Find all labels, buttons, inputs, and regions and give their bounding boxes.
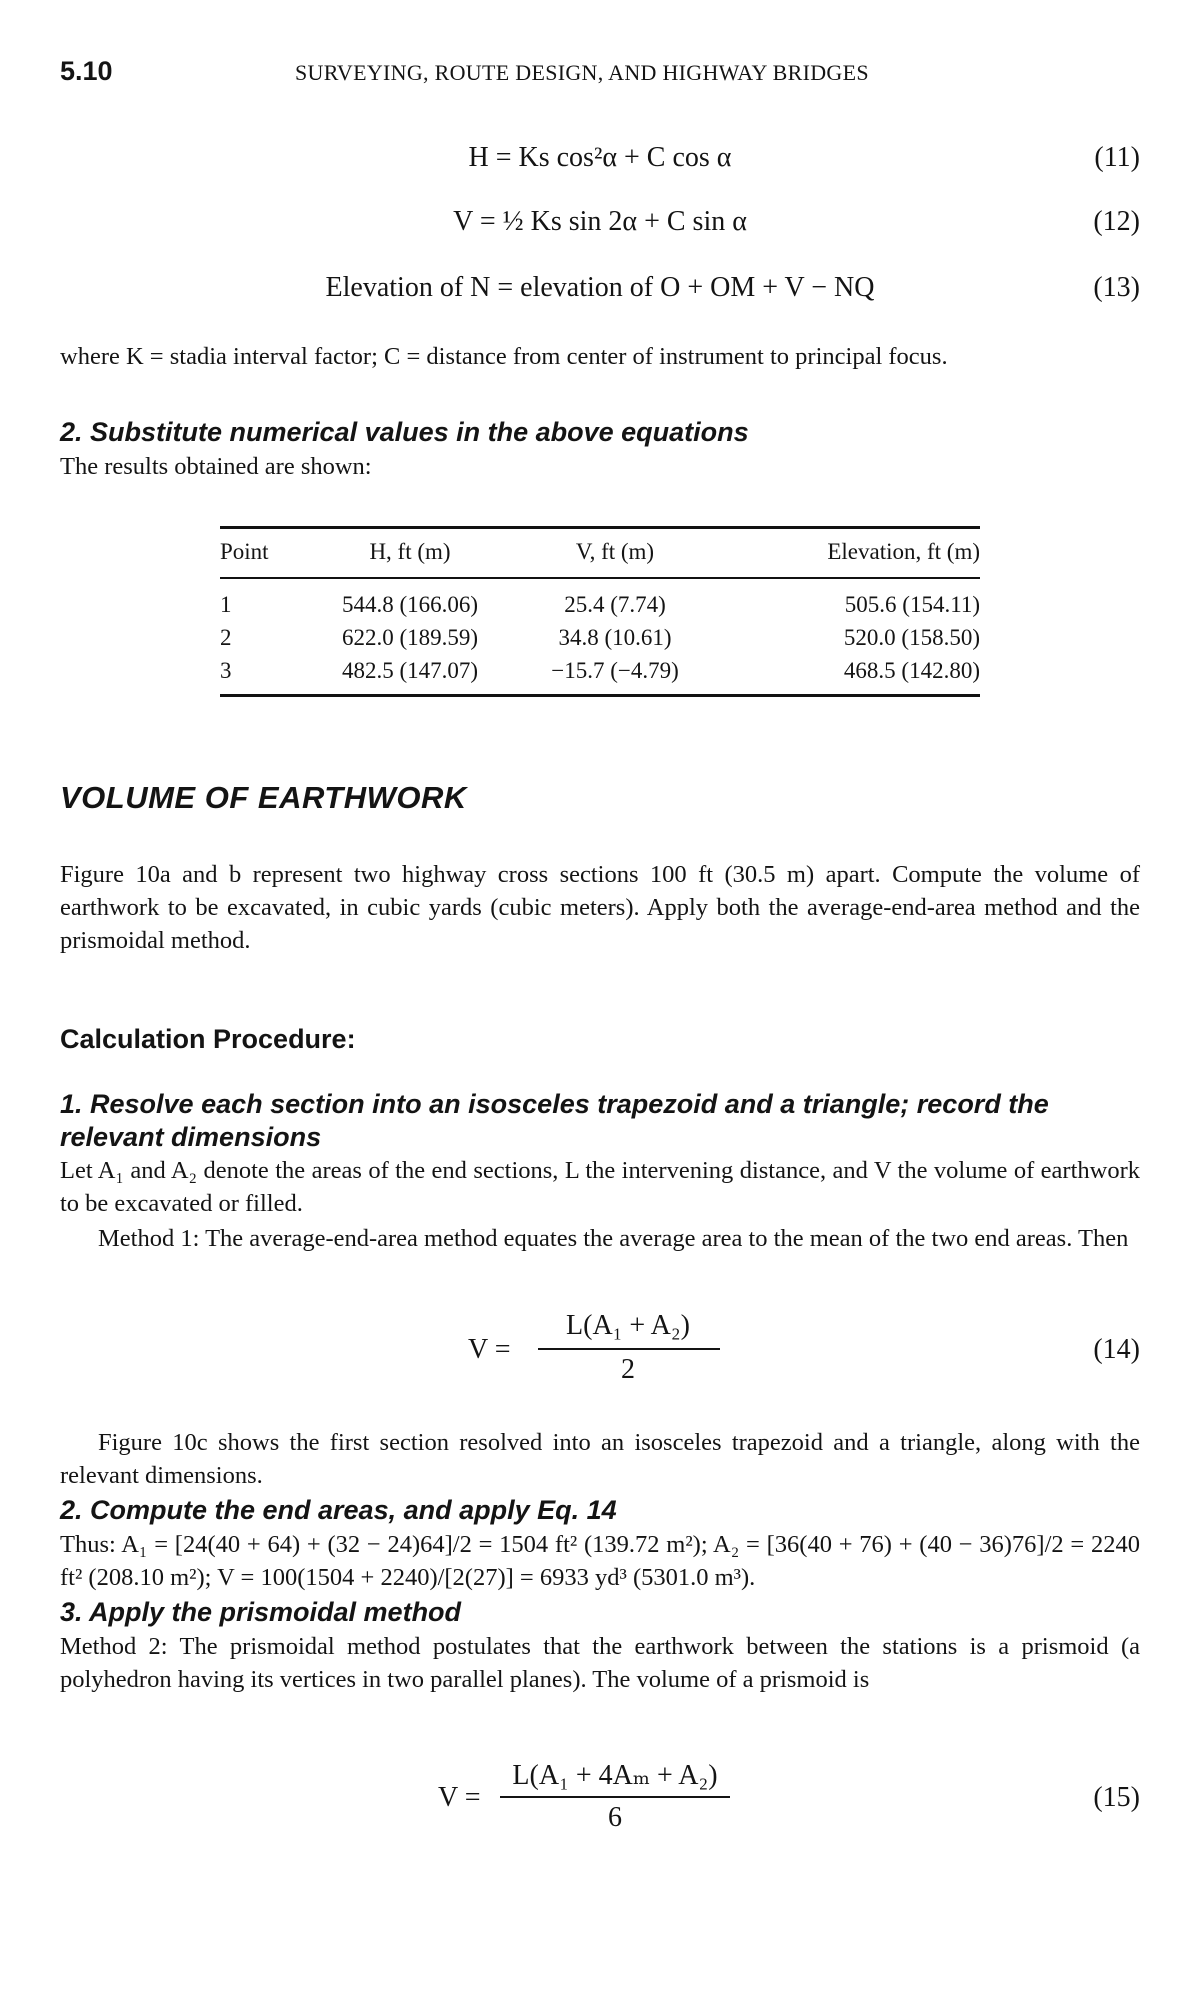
table-row [220,578,980,621]
figure-10c-text: Figure 10c shows the first section resolved into an isosceles trapezoid and a triangle, along with the relevant dimensions. [60,1429,1140,1489]
calculation-procedure-heading: Calculation Procedure: [60,1024,356,1054]
table-cell: 482.5 (147.07) [310,654,510,696]
equation-13-text: Elevation of N = elevation of O + OM + V − NQ [325,272,875,303]
table-cell: 1 [220,592,232,617]
page-number: 5.10 [60,56,113,86]
running-header [0,56,1200,96]
table-cell: 505.6 (154.11) [844,592,980,617]
step-2-compute-text: Thus: A₁ = [24(40 + 64) + (32 − 24)64]/2 = 1504 ft² (139.72 m²); A₂ = [36(40 + 76) + (40 − 36)76]/2 = 2240 ft² (208.10 m²); V = 100(1504 + 2240)/[2(27)] = 6933 yd³ (5301.0 m³). [60,1531,1140,1591]
equation-15-fraction-bar [500,1796,730,1798]
equation-14-numerator: L(A₁ + A₂) [566,1310,690,1341]
problem-statement: Figure 10a and b represent two highway cross sections 100 ft (30.5 m) apart. Compute the volume of earthwork to be excavated, in cubic yards (cubic meters). Apply both the average-end-area method and the prismoidal method. [60,861,1140,954]
results-table [220,526,980,697]
equation-13 [60,272,1140,316]
step-2-heading: 2. Substitute numerical values in the above equations [60,417,749,447]
table-row [220,621,980,654]
step-3-heading: 3. Apply the prismoidal method [60,1597,462,1627]
table-header-cell: V, ft (m) [510,528,720,579]
equation-15-number: (15) [1093,1782,1140,1813]
equation-12 [60,206,1140,250]
table-cell: 2 [220,625,232,650]
where-clause: where K = stadia interval factor; C = distance from center of instrument to principal focus. [60,343,948,370]
table-header-cell: Point [220,528,310,579]
equation-14-number: (14) [1093,1334,1140,1365]
section-title: VOLUME OF EARTHWORK [60,780,467,815]
equation-15-lhs: V = [438,1782,481,1813]
equation-15 [60,1758,1140,1838]
equation-11 [60,142,1140,186]
table-row [220,654,980,696]
equation-14-fraction-bar [538,1348,720,1350]
running-title: SURVEYING, ROUTE DESIGN, AND HIGHWAY BRIDGES [295,60,869,85]
equation-12-text: V = ½ Ks sin 2α + C sin α [453,206,747,237]
equation-14-lhs: V = [468,1334,511,1365]
equation-14-denominator: 2 [621,1354,635,1385]
results-intro: The results obtained are shown: [60,453,372,480]
equation-12-number: (12) [1093,206,1140,237]
method-1-text: Method 1: The average-end-area method equates the average area to the mean of the two end areas. Then [98,1225,1129,1252]
equation-14 [60,1310,1140,1390]
table-header-cell: Elevation, ft (m) [720,528,980,579]
equation-13-number: (13) [1093,272,1140,303]
equation-15-numerator: L(A₁ + 4Aₘ + A₂) [512,1760,718,1791]
equation-11-number: (11) [1094,142,1140,173]
table-cell: −15.7 (−4.79) [510,654,720,696]
table-cell: 3 [220,654,310,696]
step-2-compute-heading: 2. Compute the end areas, and apply Eq. 14 [60,1495,617,1525]
table-cell: 468.5 (142.80) [720,654,980,696]
table-header-cell: H, ft (m) [310,528,510,579]
equation-11-text: H = Ks cos²α + C cos α [468,142,732,173]
method-2-text: Method 2: The prismoidal method postulates that the earthwork between the stations is a prismoid (a polyhedron having its vertices in two parallel planes). The volume of a prismoid is [60,1633,1140,1693]
step-1-text: Let A₁ and A₂ denote the areas of the end sections, L the intervening distance, and V the volume of earthwork to be excavated or filled. [60,1157,1140,1217]
table-cell: 34.8 (10.61) [558,625,672,650]
table-cell: 622.0 (189.59) [341,625,479,650]
table-cell: 544.8 (166.06) [341,592,479,617]
table-cell: 25.4 (7.74) [564,592,666,617]
equation-15-denominator: 6 [608,1802,622,1833]
table-header-row [220,528,980,579]
table-cell: 520.0 (158.50) [843,625,980,650]
step-1-heading: 1. Resolve each section into an isosceles trapezoid and a triangle; record the relevant dimensions [60,1089,1049,1152]
